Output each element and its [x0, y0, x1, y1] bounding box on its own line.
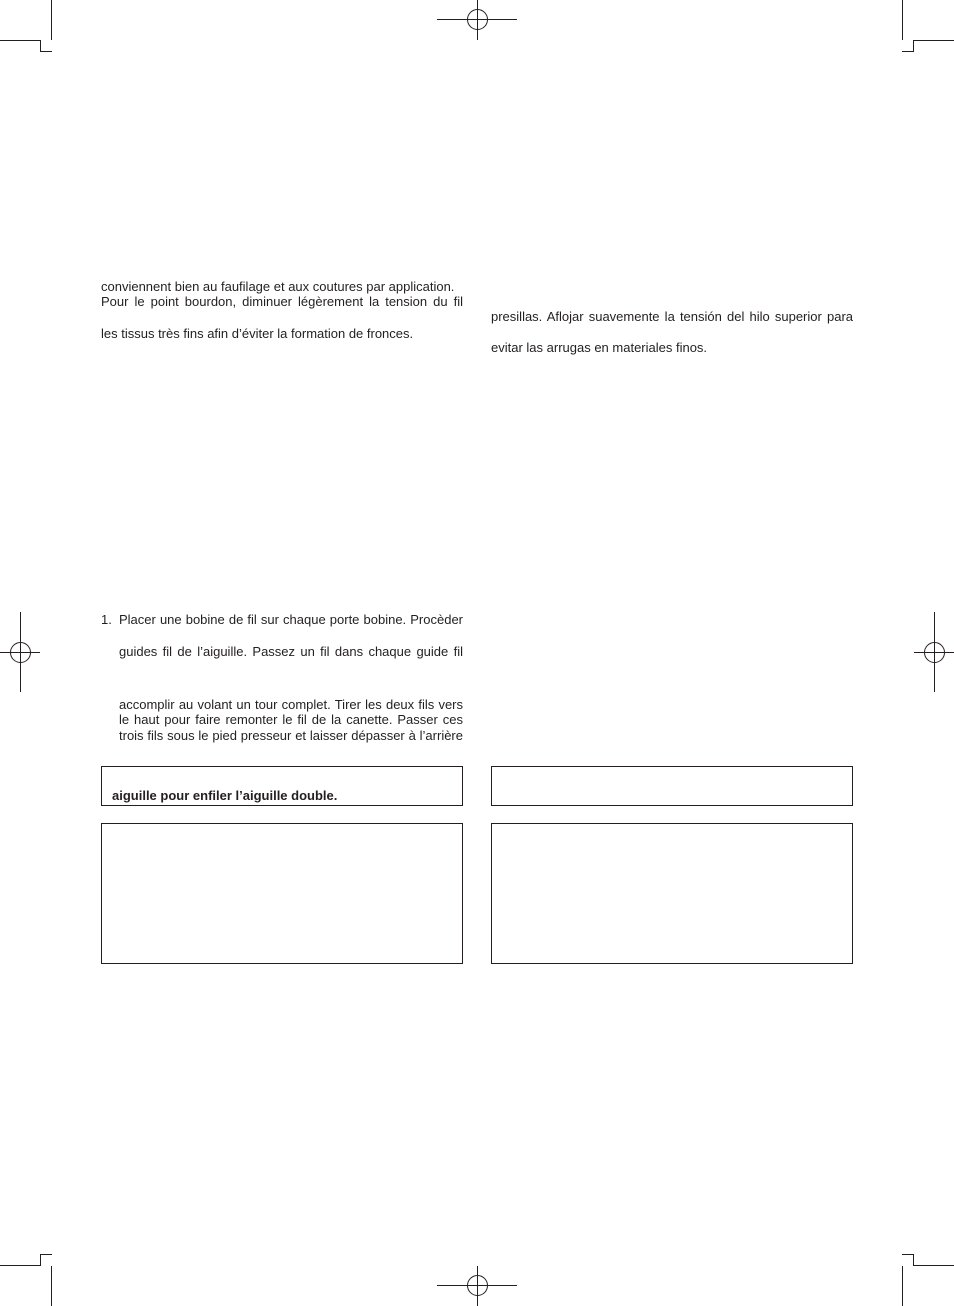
step-number: 1.: [101, 612, 112, 627]
french-line-2: Pour le point bourdon, diminuer légèrement la tension du fil: [101, 294, 463, 309]
french-note-box: [101, 766, 463, 806]
step-line-2: guides fil de l’aiguille. Passez un fil dans chaque guide fil: [119, 644, 463, 659]
spanish-empty-box: [491, 823, 853, 964]
step-line-4: le haut pour faire remonter le fil de la canette. Passer ces: [119, 712, 463, 727]
step-line-5: trois fils sous le pied presseur et laisser dépasser à l’arrière: [119, 728, 463, 743]
french-empty-box: [101, 823, 463, 964]
french-line-1: conviennent bien au faufilage et aux coutures par application.: [101, 279, 455, 294]
spanish-line-1: presillas. Aflojar suavemente la tensión del hilo superior para: [491, 309, 853, 324]
step-line-3: accomplir au volant un tour complet. Tirer les deux fils vers: [119, 697, 463, 712]
french-note-text: aiguille pour enfiler l’aiguille double.: [112, 788, 338, 803]
spanish-note-box: [491, 766, 853, 806]
french-line-3: les tissus très fins afin d’éviter la formation de fronces.: [101, 326, 414, 341]
spanish-line-2: evitar las arrugas en materiales finos.: [491, 340, 708, 355]
step-line-1: Placer une bobine de fil sur chaque porte bobine. Procèder: [119, 612, 463, 627]
